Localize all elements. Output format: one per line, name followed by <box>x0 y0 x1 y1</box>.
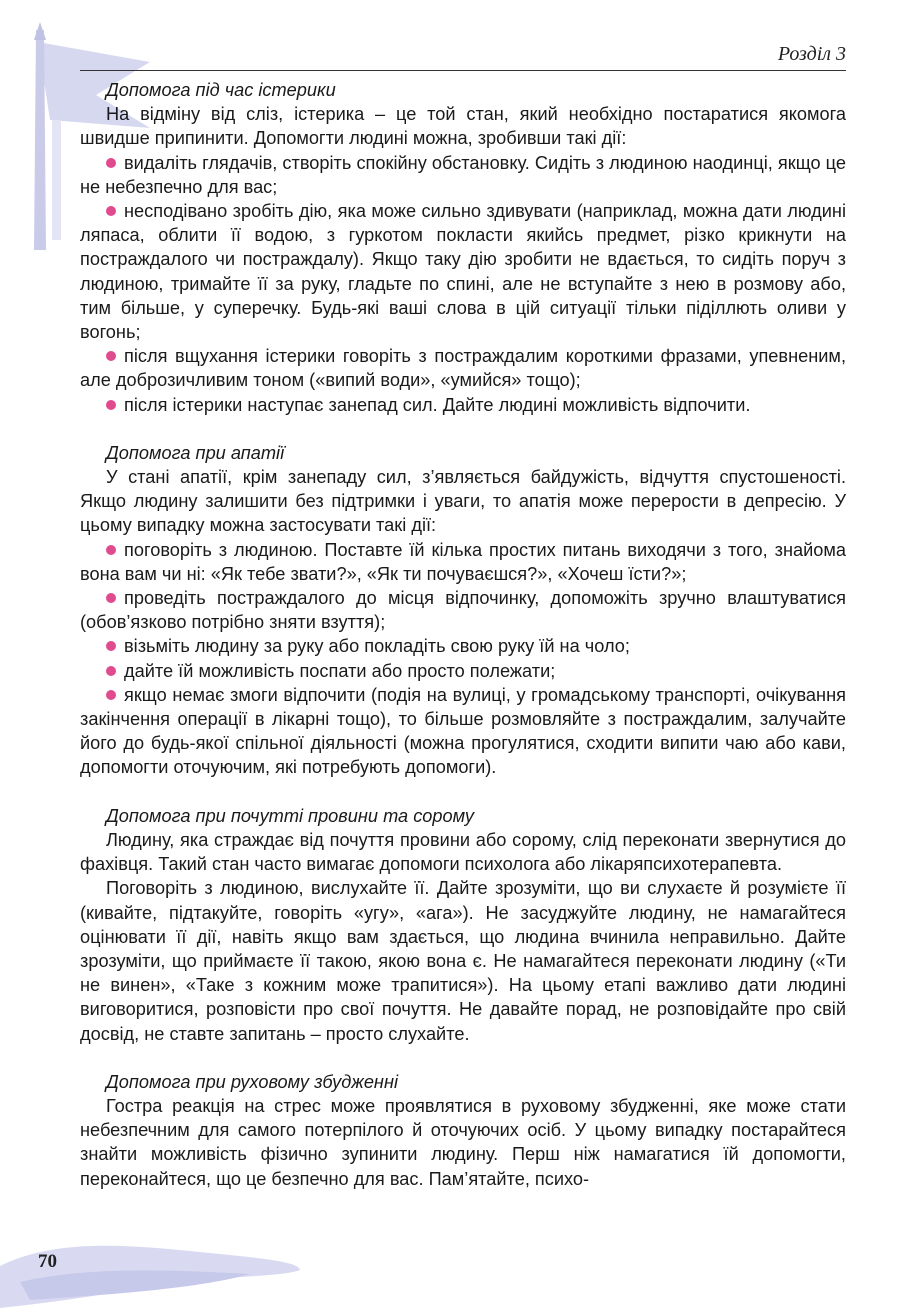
list-item-text: після істерики наступає занепад сил. Дайте людині можливість відпочити. <box>124 394 751 415</box>
list-item <box>80 634 846 658</box>
paragraph: Гостра реакція на стрес може проявлятися в руховому збудженні, яке може стати небезпечним для самого потерпілого й оточуючих осіб. У цьому випадку постарайтеся знайти можливість фізично зупинити людину. Перш ніж намагатися їй допомогти, переконайтеся, що це безпечно для вас. Пам’ятайте, психо- <box>80 1095 846 1189</box>
bullet-icon <box>106 158 116 168</box>
list-item-text: якщо немає змоги відпочити (подія на вулиці, у громадському транспорті, очікування закінчення операції в лікарні тощо), то більше розмовляйте з постраждалим, залучайте його до будь-якої спільної діяльності (можна прогулятися, сходити випити чаю або кави, допомогти оточуючим, які потребують допомоги). <box>80 684 846 778</box>
list-item <box>80 659 846 683</box>
page-number: 70 <box>38 1251 57 1272</box>
list-item <box>80 683 846 780</box>
list-item <box>80 393 846 417</box>
bullet-icon <box>106 690 116 700</box>
brush-stroke-decoration <box>0 1196 918 1314</box>
list-item-text: після вщухання істерики говоріть з постраждалим короткими фразами, упевненим, але доброзичливим тоном («випий води», «умийся» тощо); <box>80 346 846 391</box>
bullet-icon <box>106 206 116 216</box>
bullet-icon <box>106 545 116 555</box>
section-heading: Допомога при почутті провини та сорому <box>106 805 474 826</box>
section-heading: Допомога при апатії <box>106 442 285 463</box>
list-item <box>80 344 846 392</box>
list-item-text: поговоріть з людиною. Поставте їй кілька простих питань виходячи з того, знайома вона вам чи ні: «Як тебе звати?», «Як ти почуваєшся?», «Хочеш їсти?»; <box>80 539 846 584</box>
section-heading: Допомога при руховому збудженні <box>106 1071 398 1092</box>
bullet-icon <box>106 666 116 676</box>
list-item-text: візьміть людину за руку або покладіть свою руку їй на чоло; <box>124 636 630 657</box>
paragraph: Людину, яка страждає від почуття провини або сорому, слід переконати звернутися до фахівця. Такий стан часто вимагає допомоги психолога або лікаряпсихотерапевта. <box>80 829 846 875</box>
list-item <box>80 538 846 586</box>
bullet-icon <box>106 351 116 361</box>
list-item-text: дайте їй можливість поспати або просто полежати; <box>124 660 556 681</box>
list-item-text: проведіть постраждалого до місця відпочинку, допоможіть зручно влаштуватися (обов’язково потрібно зняти взуття); <box>80 588 846 633</box>
list-item-text: несподівано зробіть дію, яка може сильно здивувати (наприклад, можна дати людині ляпаса, облити її водою, з гуркотом покласти якийсь предмет, різко крикнути на постраждалого чи постраждалу). Якщо таку дію зробити не вдається, то сидіть поруч з людиною, тримайте її за руку, гладьте по спині, але не вступайте з нею в розмову або, тим більше, у суперечку. Будь-які ваші слова в цій ситуації тільки піділлють оливи у вогонь; <box>80 201 846 343</box>
list-item-text: видаліть глядачів, створіть спокійну обстановку. Сидіть з людиною наодинці, якщо це не небезпечно для вас; <box>80 152 846 197</box>
bullet-icon <box>106 593 116 603</box>
list-item <box>80 199 846 344</box>
paragraph: У стані апатії, крім занепаду сил, з’являється байдужість, відчуття спустошеності. Якщо людину залишити без підтримки і уваги, то апатія може перерости в депресію. У цьому випадку можна застосувати такі дії: <box>80 467 846 536</box>
paragraph: На відміну від сліз, істерика – це той стан, який необхідно постаратися якомога швидше припинити. Допомогти людині можна, зробивши такі дії: <box>80 104 846 149</box>
section-heading: Допомога під час істерики <box>106 80 336 100</box>
list-item <box>80 151 846 199</box>
bullet-icon <box>106 641 116 651</box>
page-header <box>80 40 846 71</box>
list-item <box>80 586 846 634</box>
section-label: Розділ 3 <box>777 43 846 65</box>
paragraph: Поговоріть з людиною, вислухайте її. Дайте зрозуміти, що ви слухаєте й розумієте її (кивайте, підтакуйте, говоріть «угу», «ага»). Не засуджуйте людину, не намагайтеся оцінювати її дії, навіть якщо вам здається, що людина вчинила неправильно. Дайте зрозуміти, що приймаєте її такою, якою вона є. Не намагайтеся переконати людину («Ти не винен», «Таке з кожним може трапитися»). На цьому етапі важливо дати людині виговоритися, розповісти про свої почуття. Не давайте порад, не розповідайте про свій досвід, не ставте запитань – просто слухайте. <box>80 878 846 1044</box>
bullet-icon <box>106 400 116 410</box>
page-content <box>80 78 846 1191</box>
